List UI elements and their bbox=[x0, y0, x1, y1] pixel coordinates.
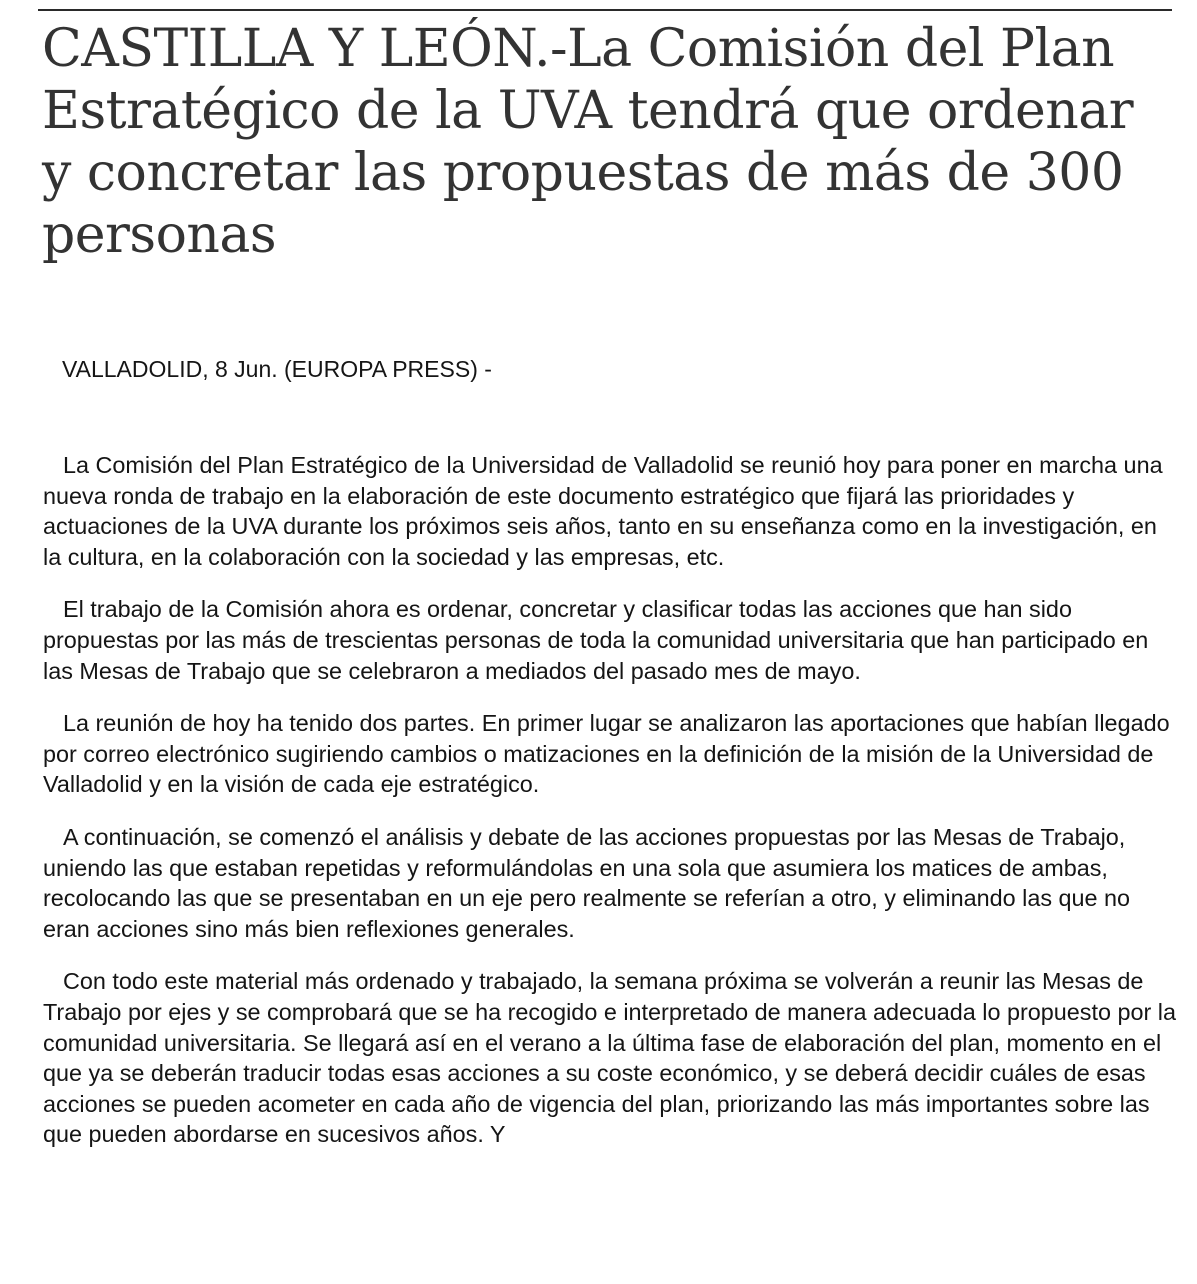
top-rule bbox=[38, 9, 1172, 11]
headline: CASTILLA Y LEÓN.-La Comisión del Plan Estratégico de la UVA tendrá que ordenar y concretar las propuestas de más de 300 personas bbox=[42, 19, 1134, 265]
paragraph-3: La reunión de hoy ha tenido dos partes. En primer lugar se analizaron las aportaciones que habían llegado por correo electrónico sugiriendo cambios o matizaciones en la definición de la misión de la Universidad de Valladolid y en la visión de cada eje estratégico. bbox=[43, 710, 1170, 798]
paragraph-4: A continuación, se comenzó el análisis y debate de las acciones propuestas por las Mesas de Trabajo, uniendo las que estaban repetidas y reformulándolas en una sola que asumiera los matices de ambas, recolocando las que se presentaban en un eje pero realmente se referían a otro, y eliminando las que no eran acciones sino más bien reflexiones generales. bbox=[43, 823, 1131, 942]
paragraph-5: Con todo este material más ordenado y trabajado, la semana próxima se volverán a reunir las Mesas de Trabajo por ejes y se comprobará que se ha recogido e interpretado de manera adecuada lo propuesto por la comunidad universitaria. Se llegará así en el verano a la última fase de elaboración del plan, momento en el que ya se deberán traducir todas esas acciones a su coste económico, y se deberá decidir cuáles de esas acciones se pueden acometer en cada año de vigencia del plan, priorizando las más importantes sobre las que pueden abordarse en sucesivos años. Y bbox=[43, 968, 1176, 1148]
article-body bbox=[43, 450, 1178, 1172]
paragraph-1: La Comisión del Plan Estratégico de la Universidad de Valladolid se reunió hoy para poner en marcha una nueva ronda de trabajo en la elaboración de este documento estratégico que fijará las prioridades y actuaciones de la UVA durante los próximos seis años, tanto en su enseñanza como en la investigación, en la cultura, en la colaboración con la sociedad y las empresas, etc. bbox=[43, 452, 1163, 570]
dateline: VALLADOLID, 8 Jun. (EUROPA PRESS) - bbox=[62, 356, 492, 382]
paragraph-2: El trabajo de la Comisión ahora es ordenar, concretar y clasificar todas las acciones que han sido propuestas por las más de trescientas personas de toda la comunidad universitaria que han participado en las Mesas de Trabajo que se celebraron a mediados del pasado mes de mayo. bbox=[43, 596, 1149, 684]
